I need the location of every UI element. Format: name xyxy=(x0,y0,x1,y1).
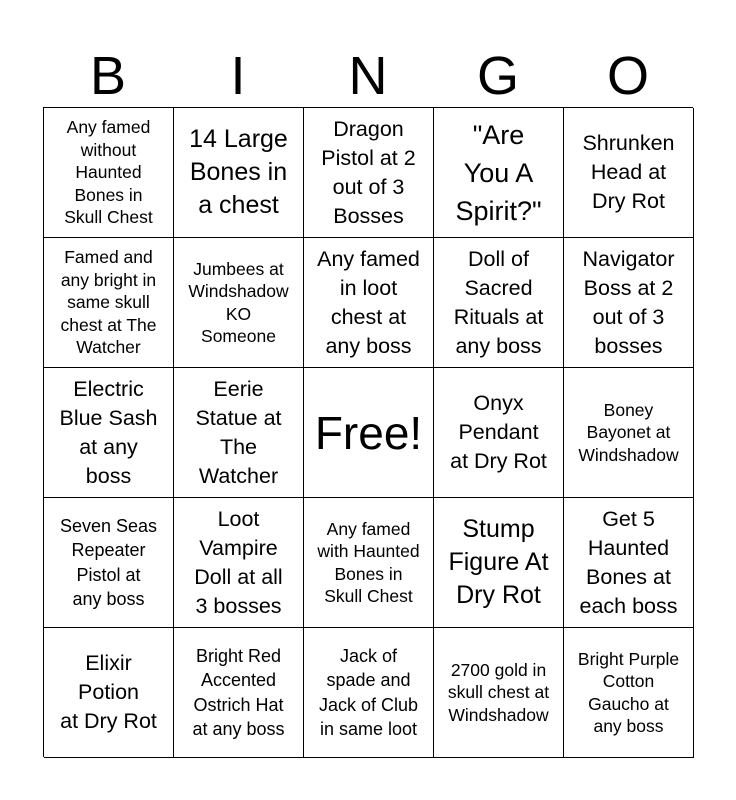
bingo-cell-r3c4[interactable] xyxy=(434,368,564,498)
bingo-cell-r2c5[interactable] xyxy=(564,238,694,368)
cell-text: Any famed without Haunted Bones in Skull Chest xyxy=(64,117,153,228)
bingo-cell-r1c5[interactable] xyxy=(564,108,694,238)
cell-text: Elixir Potion at Dry Rot xyxy=(60,651,157,733)
cell-text: Doll of Sacred Rituals at any boss xyxy=(453,246,544,358)
cell-text: Onyx Pendant at Dry Rot xyxy=(450,391,547,473)
bingo-header xyxy=(43,46,693,106)
bingo-cell-r1c3[interactable] xyxy=(304,108,434,238)
bingo-cell-r3c2[interactable] xyxy=(174,368,304,498)
header-letter-g: G xyxy=(476,46,519,106)
bingo-cell-r5c2[interactable] xyxy=(174,628,304,758)
cell-text: Dragon Pistol at 2 out of 3 Bosses xyxy=(321,116,416,228)
header-letter-n: N xyxy=(348,46,388,106)
bingo-cell-r5c5[interactable] xyxy=(564,628,694,758)
cell-text: Navigator Boss at 2 out of 3 bosses xyxy=(582,246,675,358)
cell-text: "Are You A Spirit?" xyxy=(455,119,542,226)
bingo-cell-r2c3[interactable] xyxy=(304,238,434,368)
header-letter-b: B xyxy=(89,46,127,106)
bingo-cell-free[interactable] xyxy=(304,368,434,498)
bingo-cell-r2c1[interactable] xyxy=(44,238,174,368)
cell-text: 2700 gold in skull chest at Windshadow xyxy=(447,659,550,725)
cell-text: 14 Large Bones in a chest xyxy=(189,125,288,219)
bingo-cell-r1c2[interactable] xyxy=(174,108,304,238)
cell-text: Jack of spade and Jack of Club in same loot xyxy=(318,645,419,739)
cell-text: Stump Figure At Dry Rot xyxy=(448,515,549,609)
cell-text: Any famed in loot chest at any boss xyxy=(317,246,420,358)
cell-text: Eerie Statue at The Watcher xyxy=(195,376,282,488)
cell-text: Jumbees at Windshadow KO Someone xyxy=(188,258,289,346)
cell-text: Shrunken Head at Dry Rot xyxy=(582,131,675,213)
cell-text: Loot Vampire Doll at all 3 bosses xyxy=(194,506,283,618)
bingo-cell-r4c4[interactable] xyxy=(434,498,564,628)
cell-text: Get 5 Haunted Bones at each boss xyxy=(579,506,678,618)
header-letter-i: I xyxy=(230,46,246,106)
bingo-cell-r3c5[interactable] xyxy=(564,368,694,498)
cell-text: Famed and any bright in same skull chest at The Watcher xyxy=(60,247,157,358)
bingo-cell-r3c1[interactable] xyxy=(44,368,174,498)
bingo-cell-r4c2[interactable] xyxy=(174,498,304,628)
bingo-cell-r2c4[interactable] xyxy=(434,238,564,368)
cell-text: Bright Purple Cotton Gaucho at any boss xyxy=(577,648,680,736)
bingo-cell-r5c1[interactable] xyxy=(44,628,174,758)
bingo-cell-r2c2[interactable] xyxy=(174,238,304,368)
free-space-text: Free! xyxy=(314,406,423,459)
bingo-board xyxy=(43,107,693,757)
header-letter-o: O xyxy=(606,46,649,106)
bingo-cell-r4c5[interactable] xyxy=(564,498,694,628)
bingo-cell-r5c3[interactable] xyxy=(304,628,434,758)
cell-text: Bright Red Accented Ostrich Hat at any boss xyxy=(192,645,285,739)
bingo-cell-r4c1[interactable] xyxy=(44,498,174,628)
bingo-cell-r4c3[interactable] xyxy=(304,498,434,628)
cell-text: Electric Blue Sash at any boss xyxy=(59,376,158,488)
cell-text: Boney Bayonet at Windshadow xyxy=(578,399,679,465)
cell-text: Any famed with Haunted Bones in Skull Chest xyxy=(317,518,420,606)
bingo-cell-r5c4[interactable] xyxy=(434,628,564,758)
bingo-cell-r1c4[interactable] xyxy=(434,108,564,238)
bingo-cell-r1c1[interactable] xyxy=(44,108,174,238)
cell-text: Seven Seas Repeater Pistol at any boss xyxy=(59,515,158,609)
